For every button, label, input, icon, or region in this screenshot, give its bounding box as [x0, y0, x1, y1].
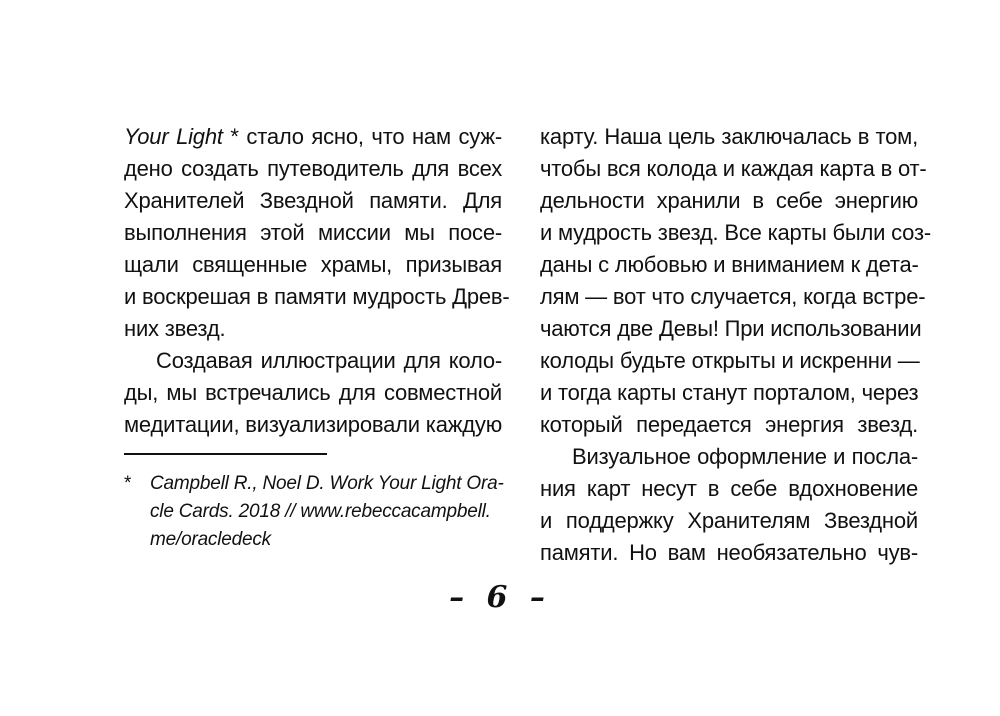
text-line: который передается энергия звезд.	[540, 412, 918, 437]
text-line: колоды будьте открыты и искренни —	[540, 348, 920, 373]
paragraph-start-line: Создавая иллюстрации для коло-	[156, 348, 502, 373]
text-line: ния карт несут в себе вдохновение	[540, 476, 918, 501]
text-line: щали священные храмы, призывая	[124, 252, 502, 277]
text-line	[124, 121, 502, 153]
text-line: Хранителей Звездной памяти. Для	[124, 188, 502, 213]
text-line: чаются две Девы! При использовании	[540, 316, 922, 341]
text-line: даны с любовью и вниманием к дета-	[540, 252, 919, 277]
text-line: дено создать путеводитель для всех	[124, 156, 502, 181]
footnote-line	[150, 498, 504, 526]
book-title: Your Light	[124, 124, 223, 149]
text-line: них звезд.	[124, 316, 226, 341]
page-number: – 6 –	[449, 580, 551, 615]
footnote-marker: *	[124, 473, 132, 494]
text-line: лям — вот что случается, когда встре-	[540, 284, 926, 309]
text-line: дельности хранили в себе энергию	[540, 188, 918, 213]
text-span: * стало ясно, что нам суж-	[222, 124, 502, 149]
text-line: медитации, визуализировали каждую	[124, 412, 502, 437]
text-line: памяти. Но вам необязательно чув-	[540, 540, 918, 565]
text-line: и мудрость звезд. Все карты были соз-	[540, 220, 931, 245]
text-line: карту. Наша цель заключалась в том,	[540, 124, 918, 149]
text-line: выполнения этой миссии мы посе-	[124, 220, 502, 245]
footnote-body	[150, 470, 504, 554]
text-line: чтобы вся колода и каждая карта в от-	[540, 156, 927, 181]
text-line: ды, мы встречались для совместной	[124, 380, 502, 405]
footnote-text: . 2018 // www.rebeccacampbell.	[228, 501, 491, 522]
text-line: и тогда карты станут порталом, через	[540, 380, 919, 405]
right-column	[540, 121, 931, 569]
paragraph-start-line: Визуальное оформление и посла-	[572, 444, 918, 469]
text-line: и воскрешая в памяти мудрость Древ-	[124, 284, 510, 309]
text-line: и поддержку Хранителям Звездной	[540, 508, 918, 533]
footnote-line: Campbell R., Noel D. Work Your Light Ora-	[150, 473, 504, 494]
footnote-line: me/oracledeck	[150, 529, 271, 550]
left-column	[124, 121, 510, 441]
footnote-divider	[124, 453, 327, 455]
footnote-title: cle Cards	[150, 501, 229, 522]
